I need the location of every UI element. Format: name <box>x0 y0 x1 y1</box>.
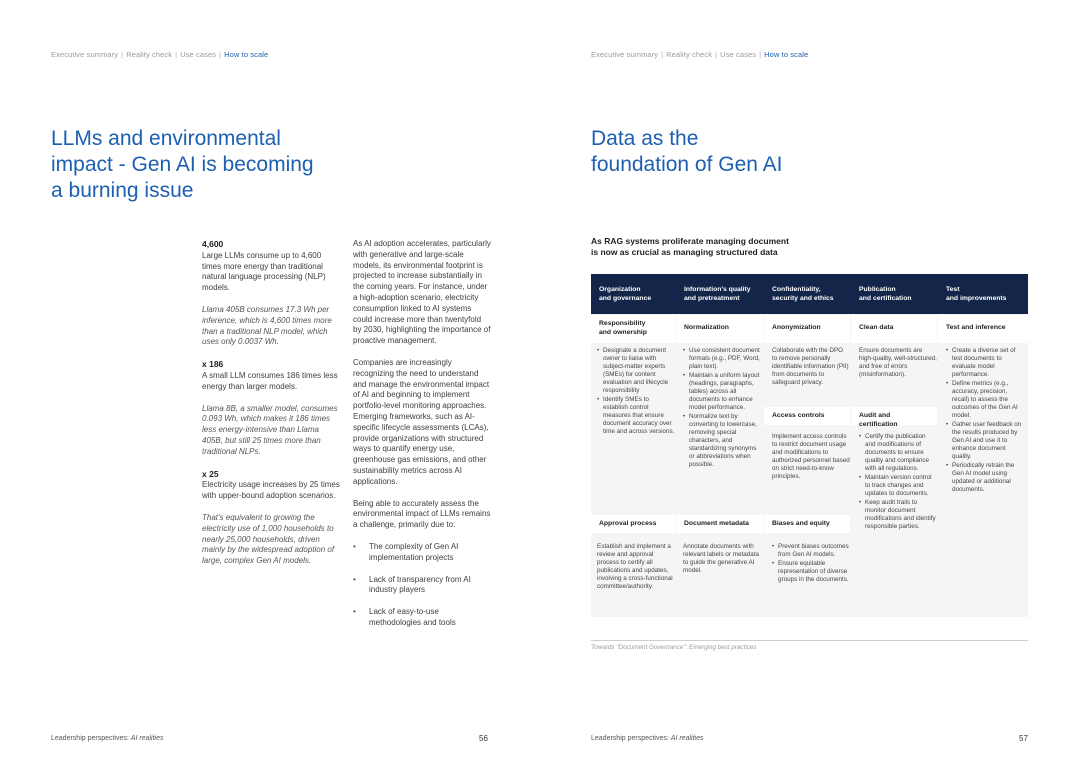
stat-note: That's equivalent to growing the electricity use of 1,000 households to nearly 25,000 households, driven mainly by the widespread adoption of large, complex Gen AI models. <box>202 512 335 566</box>
breadcrumb-executive-summary[interactable]: Executive summary <box>591 50 659 59</box>
list-item: • Gather user feedback on the results produced by Gen AI and use it to enhance document quality. <box>946 421 1026 461</box>
list-item: • Prevent biases outcomes from Gen AI models. <box>772 543 850 559</box>
list-item: • Periodically retrain the Gen AI model using updated or additional documents. <box>946 462 1026 494</box>
cell-audit <box>859 433 937 532</box>
page-title: Data as the foundation of Gen AI <box>591 127 783 176</box>
row-header-access-controls: Access controls <box>764 407 850 425</box>
breadcrumb-how-to-scale[interactable]: How to scale <box>764 50 809 59</box>
breadcrumb-reality-check[interactable]: Reality check <box>126 50 173 59</box>
row-header-biases: Biases and equity <box>764 515 850 533</box>
list-item: • Lack of easy-to-use methodologies and tools <box>353 607 491 629</box>
header-information-quality: Information's quality and pretreatment <box>684 286 751 302</box>
stat-text: A small LLM consumes 186 times less energy than larger models. <box>202 370 338 391</box>
list-item: • Maintain a uniform layout (headings, paragraphs, tables) across all documents to enhance model performance. <box>683 372 763 412</box>
body-column <box>353 239 491 640</box>
body-paragraph: Being able to accurately assess the environmental impact of LLMs remains a challenge, primarily due to: <box>353 498 491 530</box>
table-caption: Towards "Document Governance": Emerging best practices <box>591 640 1028 651</box>
stat-note: Llama 405B consumes 17.3 Wh per inference, which is 4,600 times more than a traditional NLP model, which uses only 0.0037 Wh. <box>202 304 332 347</box>
governance-table <box>591 274 1028 617</box>
list-item: • Lack of transparency from AI industry players <box>353 575 491 597</box>
cell-access-controls: Implement access controls to restrict document usage and modifications to authorized personnel based on strict need-to-know principles. <box>772 433 850 480</box>
body-paragraph: As AI adoption accelerates, particularly with generative and large-scale models, its environmental footprint is projected to increase substantially in the coming years. For instance, under a high-adoption scenario, electricity consumption linked to AI systems could increase more than twentyfold by 2030, highlighting the importance of proactive management. <box>353 239 491 346</box>
stat-text: Large LLMs consume up to 4,600 times more energy than traditional natural language processing (NLP) models. <box>202 250 326 293</box>
table-subtitle: As RAG systems proliferate managing document is now as crucial as managing structured data <box>591 236 789 257</box>
row-header-anonymization: Anonymization <box>764 315 850 343</box>
header-organization: Organization and governance <box>599 286 652 302</box>
row-header-responsibility: Responsibility and ownership <box>591 315 675 343</box>
cell-approval: Establish and implement a review and approval process to certify all publications and updates, involving a cross-functional committee/authority. <box>597 543 673 590</box>
challenge-list <box>353 542 491 629</box>
list-item: • Define metrics (e.g., accuracy, precision, recall) to assess the outcomes of the Gen AI model. <box>946 380 1026 420</box>
table-header <box>591 274 1028 314</box>
breadcrumb: Executive summary | Reality check | Use cases | How to scale <box>51 50 269 59</box>
breadcrumb-executive-summary[interactable]: Executive summary <box>51 50 119 59</box>
list-item: • Normalize text by converting to lowercase, removing special characters, and standardizing synonyms or abbreviations when possible. <box>683 413 763 469</box>
list-item: • Keep audit trails to monitor document modifications and identify responsible parties. <box>859 499 937 531</box>
footer: Leadership perspectives: AI realities <box>591 735 704 742</box>
breadcrumb-reality-check[interactable]: Reality check <box>666 50 713 59</box>
list-item: • Designate a document owner to liaise with subject-matter experts (SMEs) for content evaluation and lifecycle responsibility <box>597 347 675 395</box>
page-number: 56 <box>479 734 488 743</box>
row-header-clean-data: Clean data <box>851 315 937 343</box>
page-title: LLMs and environmental impact - Gen AI is becoming a burning issue <box>51 127 314 202</box>
cell-test-inference <box>946 347 1026 495</box>
stat-figure: x 186 <box>202 359 224 370</box>
list-item: • Certify the publication and modifications of documents to ensure quality and compliance with all regulations. <box>859 433 937 473</box>
cell-clean-data: Ensure documents are high-quality, well-structured, and free of errors (misinformation). <box>859 347 937 378</box>
cell-metadata: Annotate documents with relevant labels or metadata to guide the generative AI model. <box>683 543 759 574</box>
breadcrumb: Executive summary | Reality check | Use cases | How to scale <box>591 50 809 59</box>
footer: Leadership perspectives: AI realities <box>51 735 164 742</box>
stat-figure: 4,600 <box>202 239 224 249</box>
breadcrumb-use-cases[interactable]: Use cases <box>180 50 217 59</box>
row-header-approval: Approval process <box>591 515 675 533</box>
list-item: • Ensure equitable representation of diverse groups in the documents. <box>772 560 850 584</box>
list-item: • Use consistent document formats (e.g., PDF, Word, plain text). <box>683 347 763 371</box>
page-number: 57 <box>1019 734 1028 743</box>
row-header-normalization: Normalization <box>676 315 763 343</box>
stat-note: Llama 8B, a smaller model, consumes 0.093 Wh, which makes it 186 times less energy-intensive than Llama 405B, but still 25 times more than traditional NLPs. <box>202 403 338 456</box>
stats-column <box>202 239 340 578</box>
cell-normalization <box>683 347 763 470</box>
row-header-test-inference: Test and inference <box>938 315 1028 343</box>
cell-biases <box>772 543 850 585</box>
stat-text: Electricity usage increases by 25 times with upper-bound adoption scenarios. <box>202 480 340 501</box>
cell-anonymization: Collaborate with the DPO to remove personally identifiable information (PII) from documents to safeguard privacy. <box>772 347 849 386</box>
list-item: • Identify SMEs to establish control measures that ensure document accuracy over time and across versions. <box>597 396 675 436</box>
header-confidentiality: Confidentiality, security and ethics <box>772 286 834 302</box>
row-header-metadata: Document metadata <box>676 515 763 533</box>
list-item: • Create a diverse set of test documents to evaluate model performance. <box>946 347 1026 379</box>
header-publication: Publication and certification <box>859 286 912 302</box>
list-item: • The complexity of Gen AI implementation projects <box>353 542 491 564</box>
list-item: • Maintain version control to track changes and updates to documents. <box>859 474 937 498</box>
header-test: Test and improvements <box>946 286 1007 302</box>
right-page <box>540 0 1080 764</box>
breadcrumb-how-to-scale[interactable]: How to scale <box>224 50 269 59</box>
cell-responsibility <box>597 347 675 437</box>
breadcrumb-use-cases[interactable]: Use cases <box>720 50 757 59</box>
body-paragraph: Companies are increasingly recognizing the need to understand and manage the environmental impact of AI and beginning to implement portfolio-level monitoring approaches. Emerging frameworks, such as AI-specific lifecycle assessments (LCAs), provide organizations with structured ways to quantify energy use, greenhouse gas emissions, and other sustainability metrics across AI applications. <box>353 357 490 486</box>
row-header-audit: Audit and certification <box>851 407 937 425</box>
stat-figure: x 25 <box>202 468 219 479</box>
